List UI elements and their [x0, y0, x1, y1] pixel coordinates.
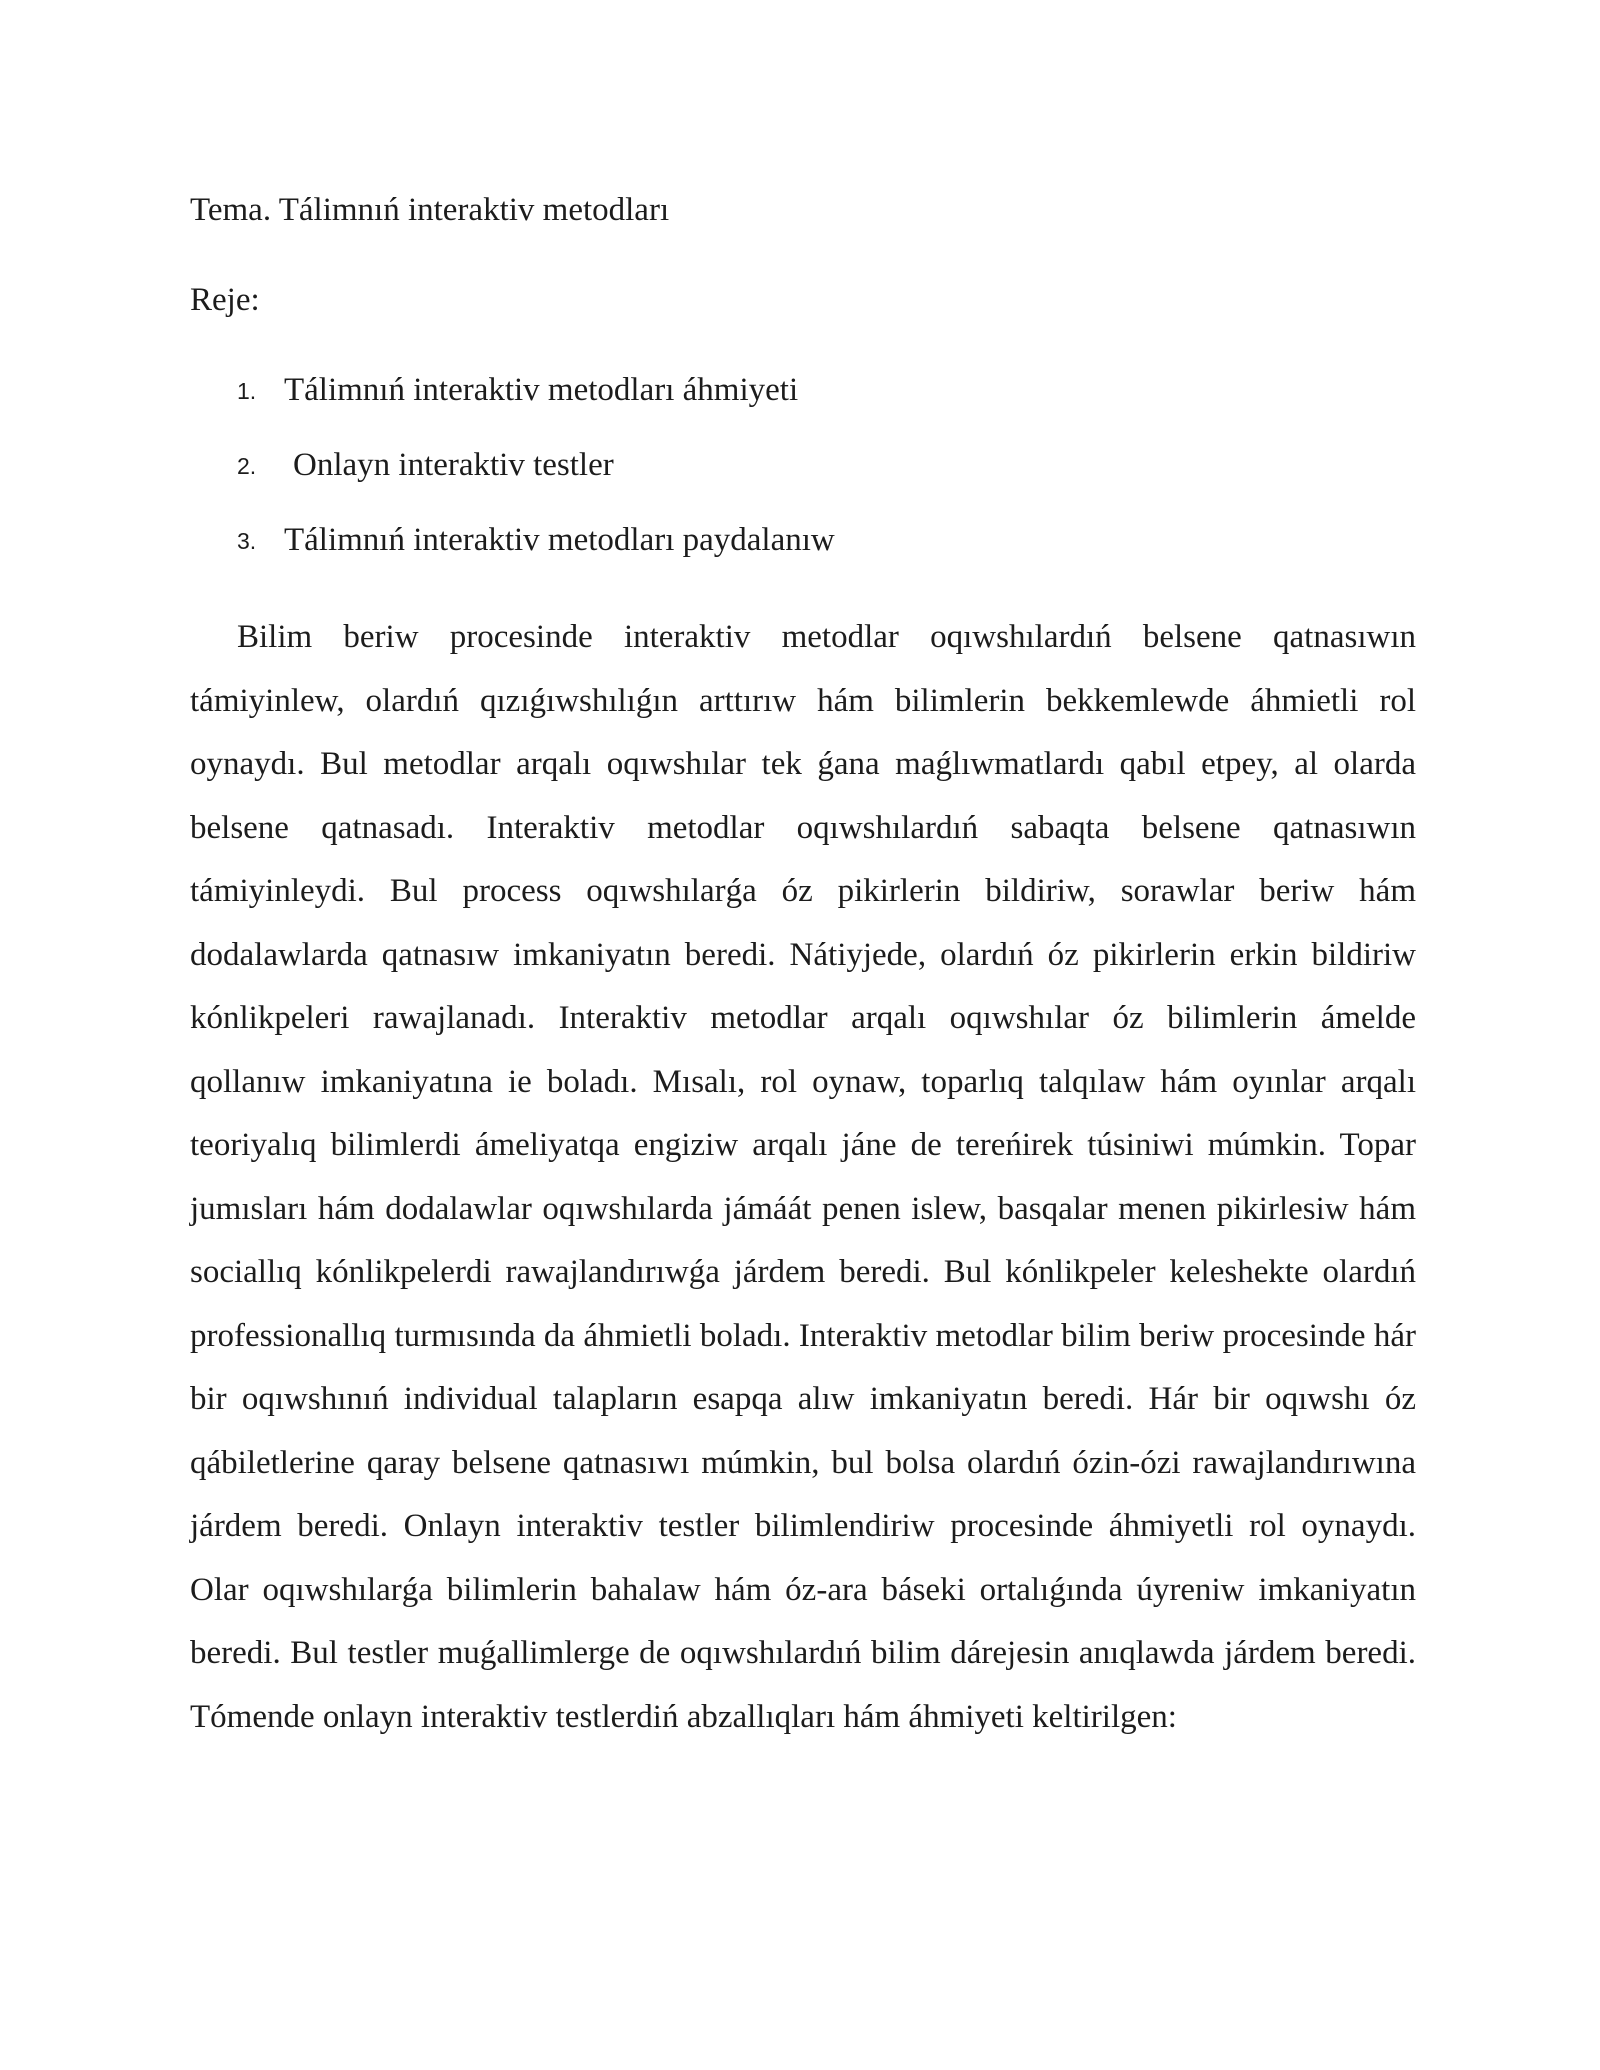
- plan-item-text: Tálimnıń interaktiv metodları áhmiyeti: [284, 372, 799, 408]
- body-paragraph: Bilim beriw procesinde interaktiv metodlar oqıwshılardıń belsene qatnasıwın támiyinlew, olardıń qızıǵıwshılıǵın arttırıw hám bilimlerin bekkemlewde áhmietli rol oynaydı. Bul metodlar arqalı oqıwshılar tek ǵana maǵlıwmatlardı qabıl etpey, al olarda belsene qatnasadı. Interaktiv metodlar oqıwshılardıń sabaqta belsene qatnasıwın támiyinleydi. Bul process oqıwshılarǵa óz pikirlerin bildiriw, sorawlar beriw hám dodalawlarda qatnasıw imkaniyatın beredi. Nátiyjede, olardıń óz pikirlerin erkin bildiriw kónlikpeleri rawajlanadı. Interaktiv metodlar arqalı oqıwshılar óz bilimlerin ámelde qollanıw imkaniyatına ie boladı. Mısalı, rol oynaw, toparlıq talqılaw hám oyınlar arqalı teoriyalıq bilimlerdi ámeliyatqa engiziw arqalı jáne de tereńirek túsiniwi múmkin. Topar jumısları hám dodalawlar oqıwshılarda jámáát penen islew, basqalar menen pikirlesiw hám sociallıq kónlikpelerdi rawajlandırıwǵa járdem beredi. Bul kónlikpeler keleshekte olardıń professionallıq turmısında da áhmietli boladı. Interaktiv metodlar bilim beriw procesinde hár bir oqıwshınıń individual talapların esapqa alıw imkaniyatın beredi. Hár bir oqıwshı óz qábiletlerine qaray belsene qatnasıwı múmkin, bul bolsa olardıń ózin-ózi rawajlandırıwına járdem beredi. Onlayn interaktiv testler bilimlendiriw procesinde áhmiyetli rol oynaydı. Olar oqıwshılarǵa bilimlerin bahalaw hám óz-ara báseki ortalıǵında úyreniw imkaniyatın beredi. Bul testler muǵallimlerge de oqıwshılardıń bilim dárejesin anıqlawda járdem beredi. Tómende onlayn interaktiv testlerdiń abzallıqları hám áhmiyeti keltirilgen:: [190, 619, 1416, 1735]
- document-title: Tema. Tálimnıń interaktiv metodları: [190, 192, 670, 228]
- plan-item-number: 1.: [237, 378, 257, 404]
- plan-item-number: 2.: [237, 453, 257, 479]
- plan-label: Reje:: [190, 282, 260, 318]
- plan-item-number: 3.: [237, 528, 257, 554]
- plan-item-text: Onlayn interaktiv testler: [293, 447, 614, 483]
- plan-item-text: Tálimnıń interaktiv metodları paydalanıw: [284, 522, 835, 558]
